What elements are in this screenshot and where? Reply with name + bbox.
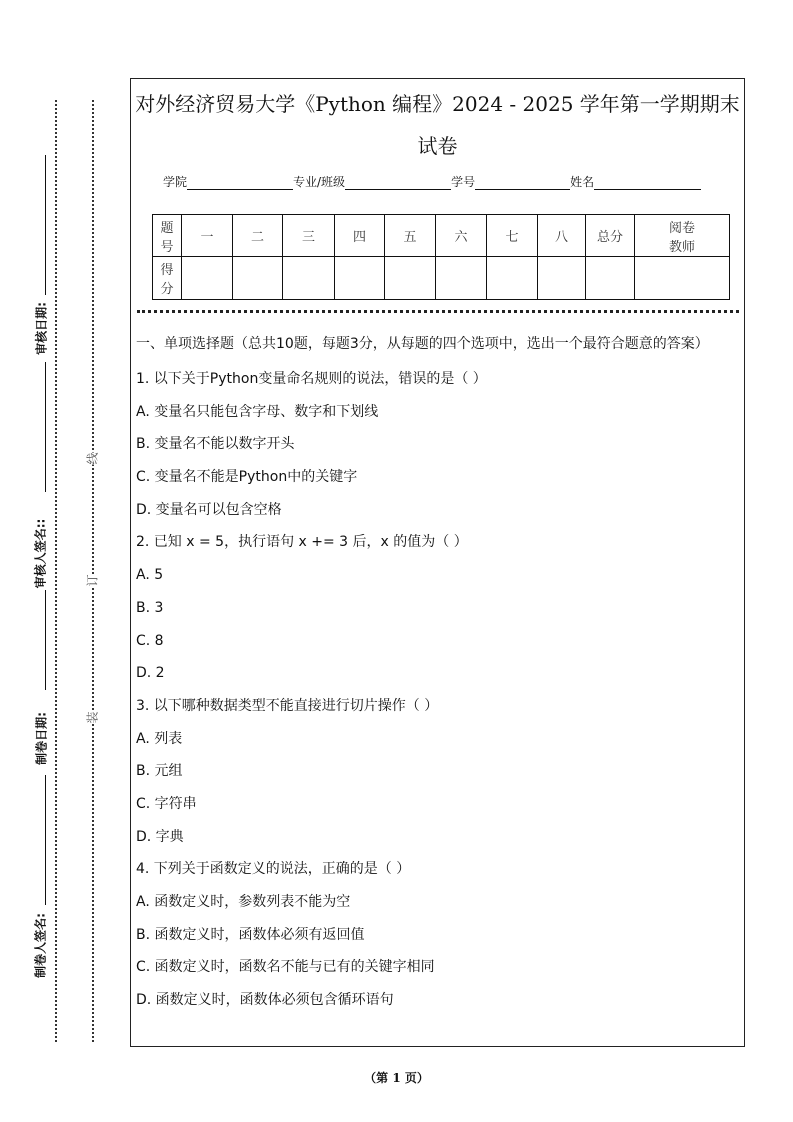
question-section xyxy=(136,333,740,1017)
score-cell[interactable] xyxy=(487,257,538,300)
col-header: 八 xyxy=(538,215,586,257)
col-header: 总分 xyxy=(586,215,635,257)
binding-char: 装 xyxy=(82,711,103,723)
col-header: 六 xyxy=(436,215,487,257)
row-label: 得 分 xyxy=(153,257,182,300)
exam-title-line2: 试卷 xyxy=(417,134,458,158)
answer-option: B. 元组 xyxy=(136,763,183,780)
answer-option: A. 5 xyxy=(136,567,164,584)
answer-option: D. 2 xyxy=(136,665,165,682)
answer-option: D. 变量名可以包含空格 xyxy=(136,501,282,518)
field-label: 专业/班级 xyxy=(293,175,346,189)
question-stem: 3. 以下哪种数据类型不能直接进行切片操作（ ） xyxy=(136,697,439,714)
student-id-field[interactable] xyxy=(475,175,570,190)
question-stem: 4. 下列关于函数定义的说法，正确的是（ ） xyxy=(136,861,411,878)
divider xyxy=(137,310,739,313)
question-stem: 2. 已知 x = 5，执行语句 x += 3 后，x 的值为（ ） xyxy=(136,534,468,551)
college-field[interactable] xyxy=(187,175,293,190)
col-header: 三 xyxy=(283,215,335,257)
answer-option: C. 8 xyxy=(136,632,164,649)
review-date-label: 审核日期: xyxy=(34,302,49,355)
page-number: （第 1 页） xyxy=(364,1071,429,1085)
answer-option: B. 变量名不能以数字开头 xyxy=(136,436,295,453)
class-field[interactable] xyxy=(345,175,451,190)
answer-option: B. 函数定义时，函数体必须有返回值 xyxy=(136,926,365,943)
student-info xyxy=(163,173,701,190)
answer-option: A. 变量名只能包含字母、数字和下划线 xyxy=(136,403,379,420)
answer-option: C. 函数定义时，函数名不能与已有的关键字相同 xyxy=(136,959,435,976)
field-label: 学院 xyxy=(163,175,188,189)
col-header: 四 xyxy=(335,215,385,257)
score-cell[interactable] xyxy=(385,257,436,300)
answer-option: A. 函数定义时，参数列表不能为空 xyxy=(136,894,351,910)
binding-char: 订 xyxy=(82,574,103,586)
question-stem: 1. 以下关于Python变量命名规则的说法，错误的是（ ） xyxy=(136,371,487,387)
score-table xyxy=(152,214,730,300)
answer-option: C. 字符串 xyxy=(136,795,197,812)
binding-dotted-line xyxy=(92,100,94,1042)
grader-cell[interactable] xyxy=(635,257,730,300)
score-cell[interactable] xyxy=(436,257,487,300)
answer-option: D. 函数定义时，函数体必须包含循环语句 xyxy=(136,992,394,1009)
col-header: 二 xyxy=(233,215,283,257)
answer-option: B. 3 xyxy=(136,599,164,616)
col-header: 七 xyxy=(487,215,538,257)
answer-option: D. 字典 xyxy=(136,828,184,845)
signature-line xyxy=(45,775,46,905)
score-cell[interactable] xyxy=(233,257,283,300)
score-cell[interactable] xyxy=(586,257,635,300)
field-label: 姓名 xyxy=(570,175,595,189)
binding-char: 线 xyxy=(82,452,103,464)
grader-header: 阅卷 教师 xyxy=(635,215,730,257)
signature-line xyxy=(45,590,46,690)
maker-sign-label: 制卷人签名: xyxy=(33,913,48,978)
score-cell[interactable] xyxy=(335,257,385,300)
score-cell[interactable] xyxy=(538,257,586,300)
name-field[interactable] xyxy=(594,175,701,190)
answer-option: A. 列表 xyxy=(136,730,183,747)
exam-title: 对外经济贸易大学《Python 编程》2024 - 2025 学年第一学期期末 xyxy=(135,92,740,116)
score-cell[interactable] xyxy=(283,257,335,300)
col-header: 一 xyxy=(182,215,233,257)
answer-option: C. 变量名不能是Python中的关键字 xyxy=(136,469,358,486)
signature-line xyxy=(45,155,46,295)
reviewer-sign-label: 审核人签名:: xyxy=(33,518,48,589)
field-label: 学号 xyxy=(451,175,476,189)
col-header: 五 xyxy=(385,215,436,257)
margin-dotted-line xyxy=(55,100,57,1042)
signature-line xyxy=(45,362,46,492)
maker-date-label: 制卷日期: xyxy=(34,712,49,765)
section-heading: 一、单项选择题（总共10题，每题3分，从每题的四个选项中，选出一个最符合题意的答案） xyxy=(136,336,709,352)
score-cell[interactable] xyxy=(182,257,233,300)
row-label: 题 号 xyxy=(153,215,182,257)
